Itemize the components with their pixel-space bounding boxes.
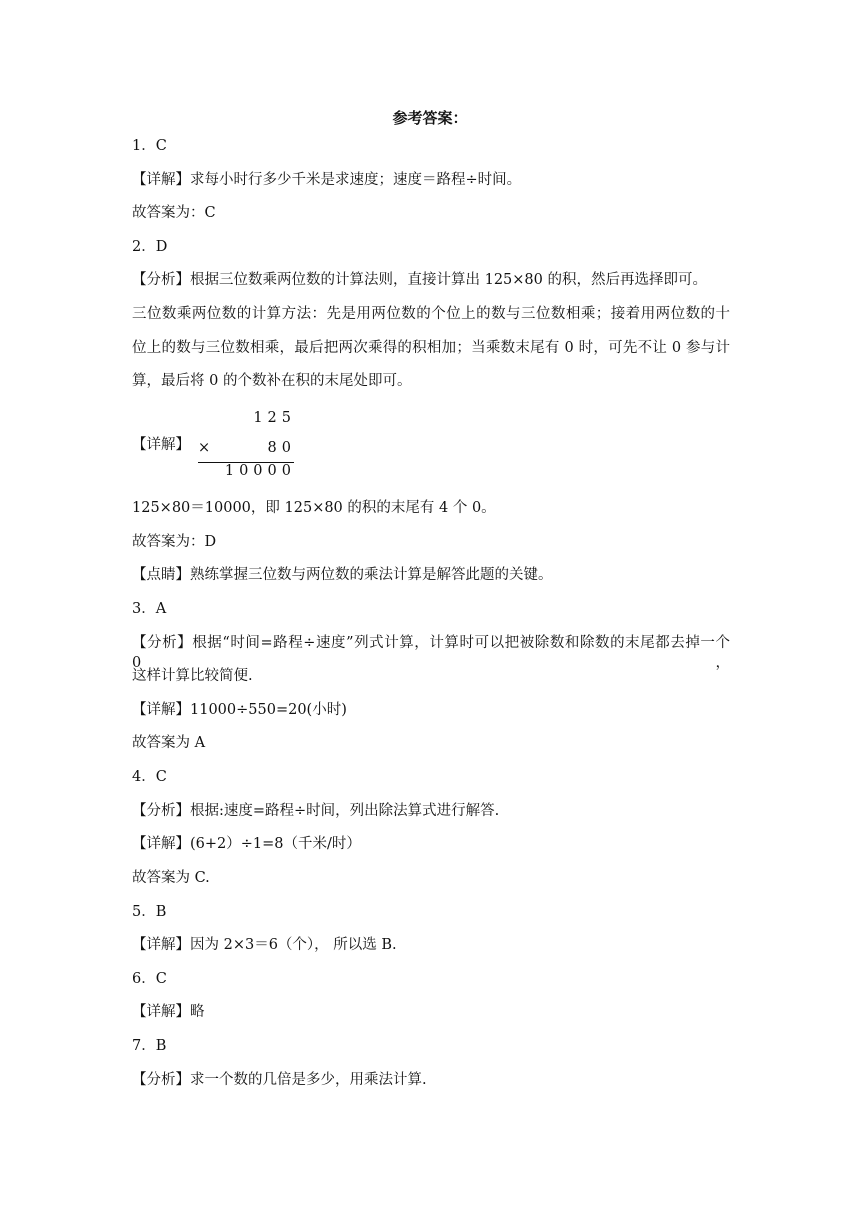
detail-5: 【详解】因为 2×3＝6（个）， 所以选 B. xyxy=(132,937,397,953)
multiply-operator: × xyxy=(198,440,211,456)
answer-4: 4．C xyxy=(132,769,167,785)
answer-6: 6．C xyxy=(132,971,167,987)
page-title: 参考答案： xyxy=(392,109,468,127)
answer-5: 5．B xyxy=(132,904,167,920)
conclusion-3: 故答案为 A xyxy=(132,735,206,751)
answer-2: 2．D xyxy=(132,239,168,255)
analysis-2-line-3: 位上的数与三位数相乘，最后把两次乘得的积相加；当乘数末尾有 0 时，可先不让 0 参与计 xyxy=(132,340,730,356)
analysis-2-line-2: 三位数乘两位数的计算方法：先是用两位数的个位上的数与三位数相乘；接着用两位数的十 xyxy=(132,306,730,322)
conclusion-4: 故答案为 C. xyxy=(132,870,210,886)
multiplicand: 125 xyxy=(253,410,296,426)
product: 10000 xyxy=(224,463,296,479)
conclusion-1: 故答案为：C xyxy=(132,205,216,221)
vertical-multiplication xyxy=(196,410,306,482)
multiplier: 80 xyxy=(267,440,296,456)
analysis-7: 【分析】求一个数的几倍是多少，用乘法计算. xyxy=(132,1072,427,1088)
detail-2-label: 【详解】 xyxy=(132,437,190,453)
detail-2-result: 125×80＝10000，即 125×80 的积的末尾有 4 个 0。 xyxy=(132,500,496,516)
answer-3: 3．A xyxy=(132,601,167,617)
comment-2: 【点睛】熟练掌握三位数与两位数的乘法计算是解答此题的关键。 xyxy=(132,567,553,583)
conclusion-2: 故答案为：D xyxy=(132,534,217,550)
detail-4: 【详解】(6+2）÷1=8（千米/时） xyxy=(132,836,361,852)
detail-6: 【详解】略 xyxy=(132,1004,205,1020)
detail-1: 【详解】求每小时行多少千米是求速度；速度＝路程÷时间。 xyxy=(132,172,522,188)
analysis-3-line-2: 这样计算比较简便. xyxy=(132,668,253,684)
analysis-3: 【分析】根据“时间=路程÷速度”列式计算，计算时可以把被除数和除数的末尾都去掉一个 0， xyxy=(132,635,730,671)
analysis-2-line-4: 算，最后将 0 的个数补在积的末尾处即可。 xyxy=(132,373,412,389)
answer-1: 1．C xyxy=(132,138,167,154)
analysis-4: 【分析】根据:速度=路程÷时间，列出除法算式进行解答. xyxy=(132,803,500,819)
analysis-2: 【分析】根据三位数乘两位数的计算法则，直接计算出 125×80 的积，然后再选择即可。 xyxy=(132,272,707,288)
answer-7: 7．B xyxy=(132,1038,167,1054)
detail-3: 【详解】11000÷550=20(小时) xyxy=(132,702,347,718)
